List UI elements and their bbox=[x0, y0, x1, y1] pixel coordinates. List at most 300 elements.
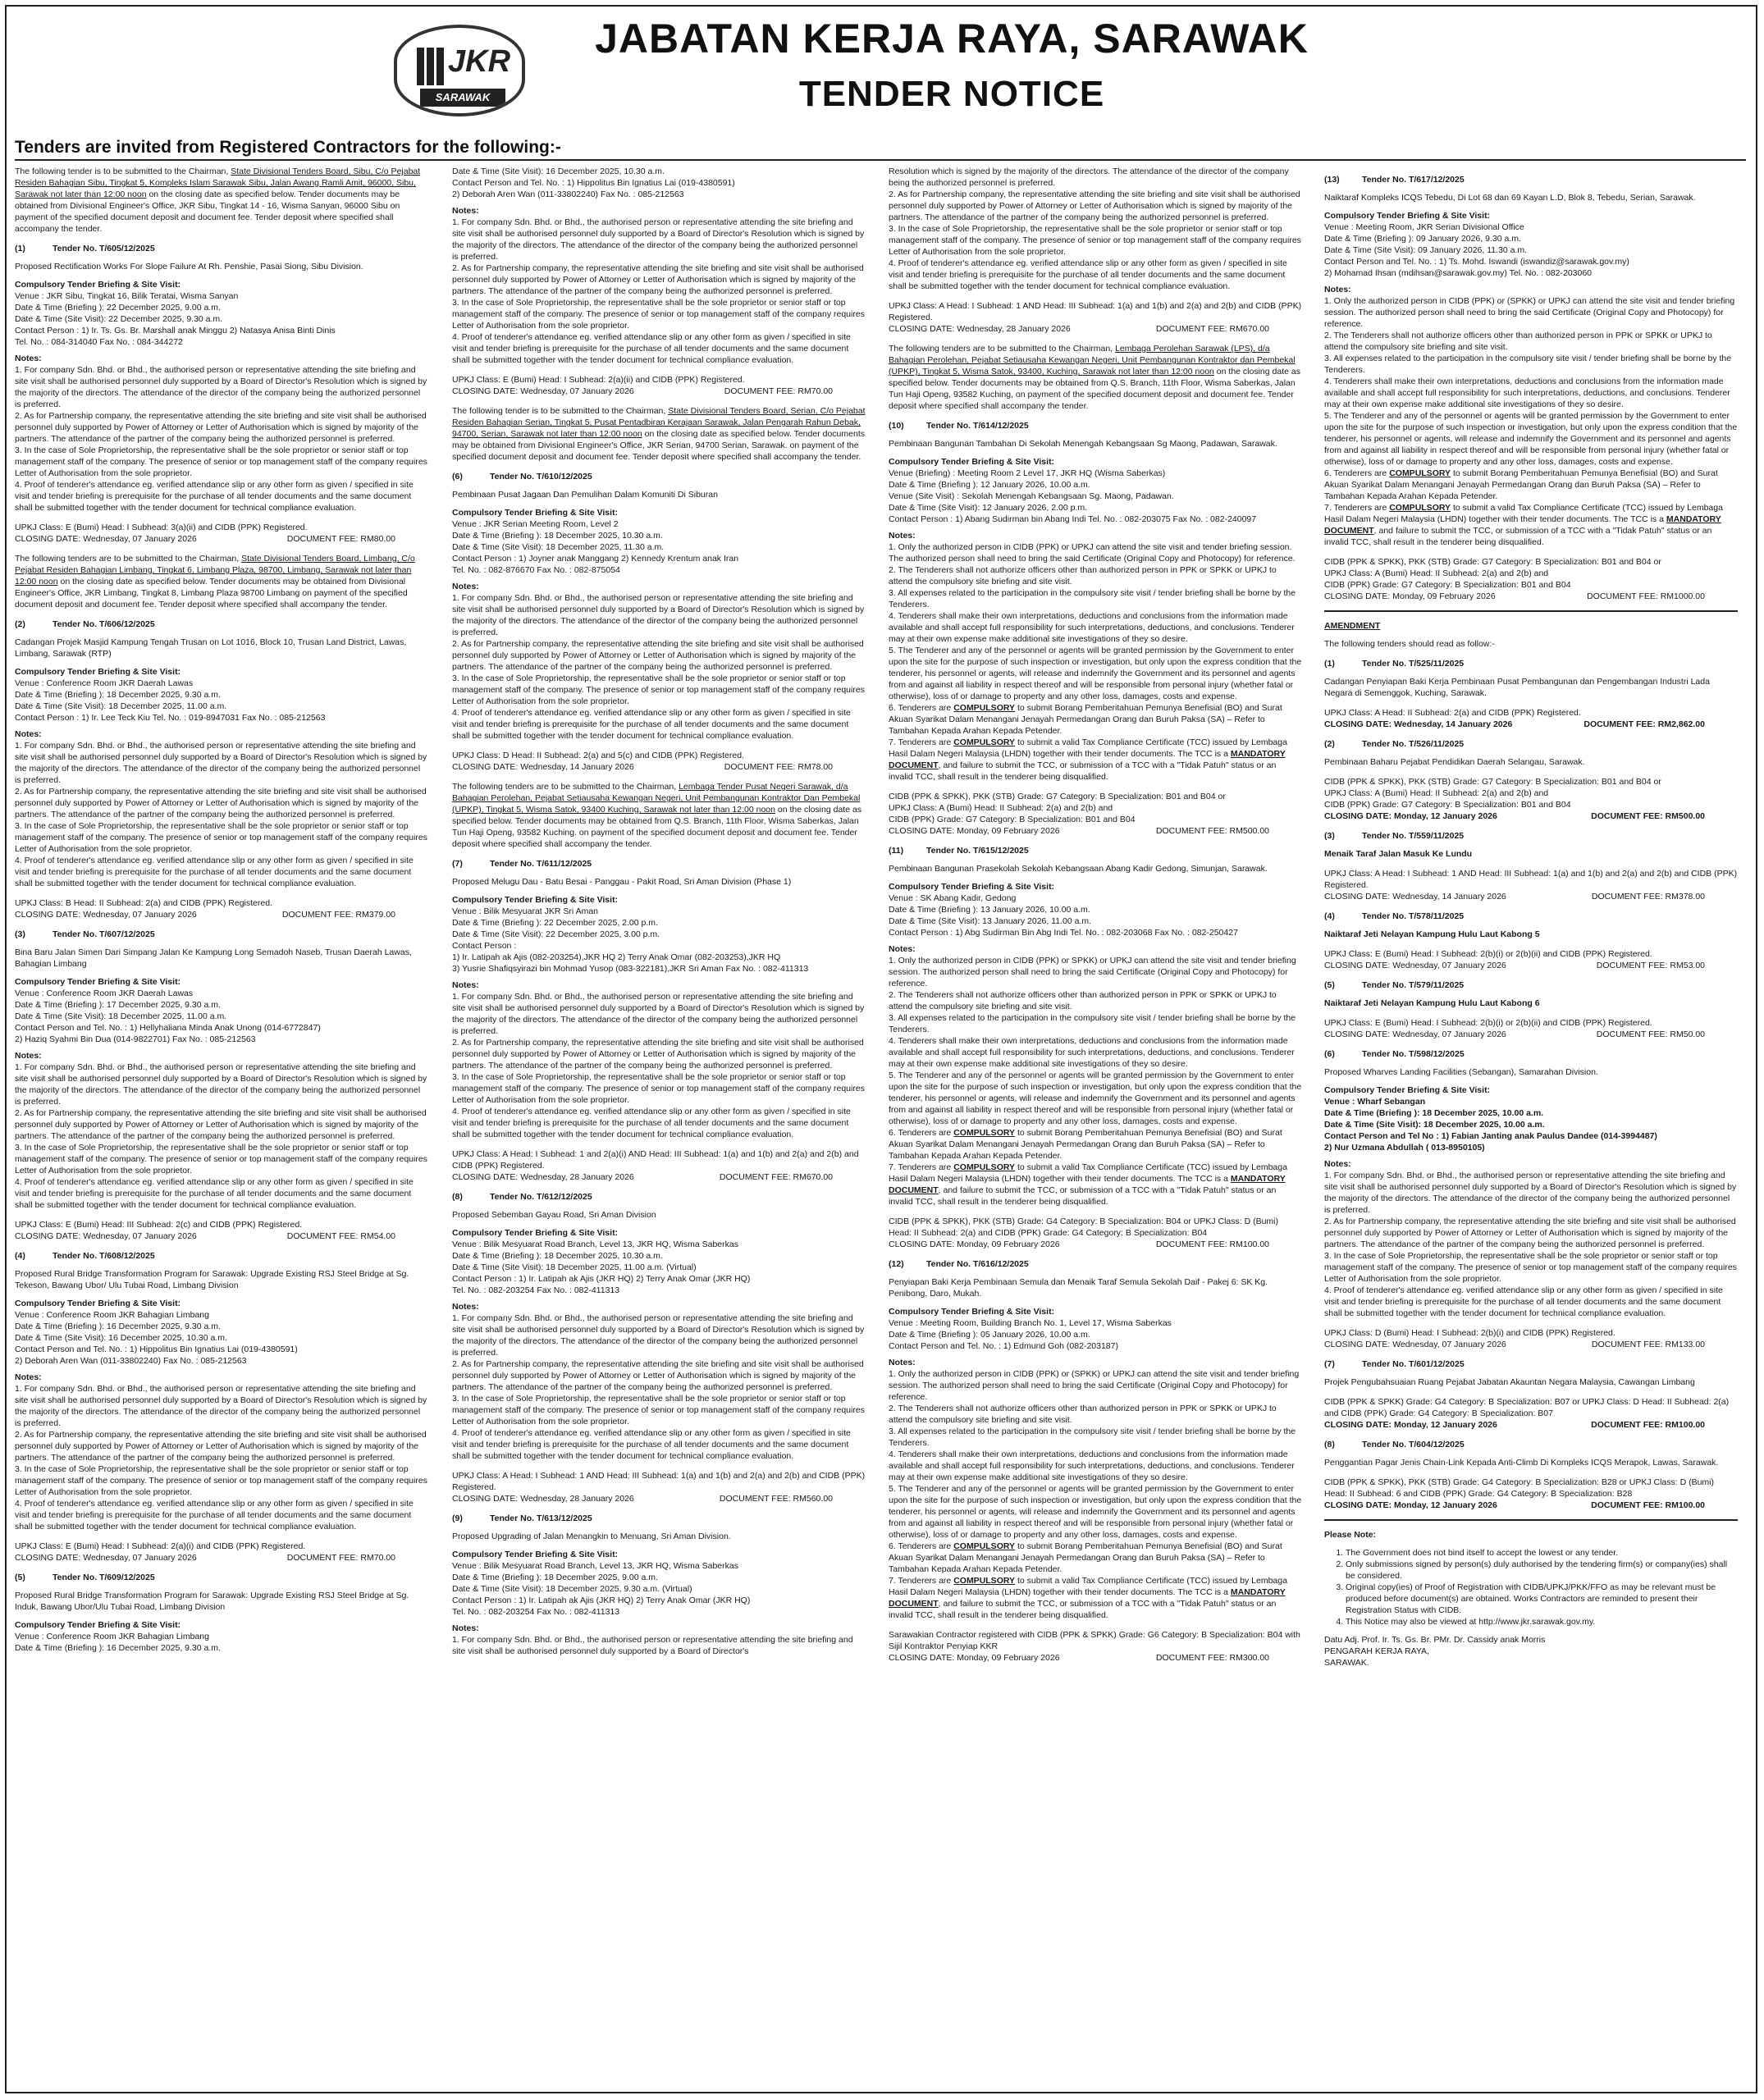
tender-no: Tender No. T/601/12/2025 bbox=[1362, 1359, 1465, 1369]
logo-bars-icon bbox=[417, 48, 446, 89]
closing-date: CLOSING DATE: Monday, 12 January 2026 bbox=[1324, 811, 1497, 821]
detail-line: Date & Time (Site Visit): 22 December 2025, 9.30 a.m. bbox=[15, 314, 223, 324]
text-segment: on the closing date as specified below. Tender documents may be obtained from Q.S. Branch, 11th Floor, Wisma Saberkas, Jalan Tun Haji Openg, 93582 Kuching. on payment of the specified document deposit and document fee. Tender deposit where specified shall accompany the tender. bbox=[452, 805, 862, 849]
text-segment: COMPULSORY bbox=[953, 737, 1016, 747]
detail-line: Contact Person : 1) Ir. Lee Teck Kiu Tel. No. : 019-8947031 Fax No. : 085-212563 bbox=[15, 713, 326, 723]
closing-date: CLOSING DATE: Wednesday, 07 January 2026 bbox=[1324, 1340, 1506, 1349]
closing-date: CLOSING DATE: Monday, 12 January 2026 bbox=[1324, 1500, 1497, 1510]
closing-fee-row bbox=[1324, 1500, 1738, 1511]
class-requirement: CIDB (PPK & SPKK), PKK (STB) Grade: G7 Category: B Specialization: B01 and B04 or bbox=[1324, 777, 1661, 787]
detail-line: 1. For company Sdn. Bhd. or Bhd., the authorised person or representative attending the site briefing and site visit shall be authorised personnel duly supported by a Board of Director's Resolution which is signed by the majority of the directors. The attendance of the director of the company being the authorized personnel is preferred. bbox=[1324, 1171, 1737, 1215]
tender-number: (6) bbox=[452, 472, 463, 482]
detail-line: 3. In the case of Sole Proprietorship, the representative shall be the sole proprietor or senior staff or top management staff of the company. The presence of senior or top management staff of the company requires Letter of Authorisation from the sole proprietor. bbox=[452, 1394, 865, 1427]
tender-no: Tender No. T/615/12/2025 bbox=[926, 846, 1029, 856]
detail-line: 3. In the case of Sole Proprietorship, the representative shall be the sole proprietor or senior staff or top management staff of the company. The presence of senior or top management staff of the company requires Letter of Authorisation from the sole proprietor. bbox=[452, 673, 865, 706]
text-segment: to submit Borang Pemberitahuan Pemunya Benefisial (BO) and Surat Akuan Syarikat Dalam Menangani Jenayah Permedangan Orang dan Buruh Paksa (SA) – Refer to Tambahan Kepada Arahan Kepada Petender. bbox=[1324, 468, 1718, 501]
detail-line: Resolution which is signed by the majority of the directors. The attendance of the director of the company being the authorized personnel is preferred. bbox=[889, 167, 1289, 188]
tender-heading bbox=[452, 471, 866, 482]
detail-line: 3. All expenses related to the participation in the compulsory site visit / tender briefing shall be borne by the Tenderers. bbox=[889, 1427, 1296, 1448]
detail-line: Venue : Wharf Sebangan bbox=[1324, 1097, 1426, 1107]
document-fee: DOCUMENT FEE: RM500.00 bbox=[1155, 826, 1269, 836]
text-segment: 6. Tenderers are bbox=[1324, 468, 1390, 478]
detail-line: 2) Deborah Aren Wan (011-33802240) Fax No. : 085-212563 bbox=[15, 1356, 247, 1366]
detail-line: Date & Time (Site Visit): 13 January 2026, 11.00 a.m. bbox=[889, 916, 1092, 926]
section-heading: Compulsory Tender Briefing & Site Visit: bbox=[15, 977, 181, 987]
column-1 bbox=[15, 166, 428, 1654]
tender-heading bbox=[15, 1572, 428, 1583]
detail-line: Venue : Bilik Mesyuarat Road Branch, Level 13, JKR HQ, Wisma Saberkas bbox=[452, 1561, 738, 1571]
class-requirement: CIDB (PPK & SPKK), PKK (STB) Grade: G4 Category: B Specialization: B04 or UPKJ Class: D (Bumi) Head: II Subhead: 2(a) and CIDB (PPK) Grade: G4 Category: B Specialization: B04 bbox=[889, 1217, 1278, 1238]
tender-heading bbox=[15, 1250, 428, 1262]
detail-line: 2) Deborah Aren Wan (011-33802240) Fax No. : 085-212563 bbox=[452, 189, 684, 199]
tender-description: Proposed Rural Bridge Transformation Program for Sarawak: Upgrade Existing RSJ Steel Bridge at Sg. Induk, Bawang Ubor/Ulu Tubai Road, Limbang Division bbox=[15, 1591, 409, 1612]
tender-no: Tender No. T/525/11/2025 bbox=[1362, 659, 1465, 669]
note-item bbox=[889, 1162, 1302, 1208]
submission-paragraph bbox=[15, 166, 428, 235]
detail-line: 4. Proof of tenderer's attendance eg. verified attendance slip or any other form as given / specified in site visit and tender briefing is prerequisite for the purchase of all tender documents and the same document shall be submitted together with the tender document for technical compliance evaluation. bbox=[452, 1428, 851, 1461]
closing-date: CLOSING DATE: Monday, 09 February 2026 bbox=[1324, 591, 1496, 601]
detail-line: Date & Time (Briefing ): 05 January 2026, 10.00 a.m. bbox=[889, 1330, 1090, 1340]
detail-line: 1. For company Sdn. Bhd. or Bhd., the authorised person or representative attending the site briefing and site visit shall be authorised personnel duly supported by a Board of Director's Resolution which is signed by the majority of the directors. The attendance of the director of the company being the authorized personnel is preferred. bbox=[15, 1384, 427, 1428]
tender-number: (1) bbox=[1324, 659, 1335, 669]
detail-line: Contact Person : 1) Joyner anak Manggang 2) Kennedy Krentum anak Iran bbox=[452, 554, 739, 564]
tender-heading bbox=[1324, 830, 1738, 842]
text-segment: Lembaga Perolehan Sarawak (LPS), d/a Bahagian Perolehan, Pejabat Setiausaha Kewangan Negeri, Unit Pembangunan Kontraktor dan Pembekal (UPKP), Tingkat 5, Wisma Satok, 93400, Kuching, Sarawak not later than 12:00 noon bbox=[889, 344, 1296, 377]
text-segment: on the closing date as specified below. Tender documents may be obtained from Divisional Engineer's Office, JKR Limbang, Tingkat 8, Limbang Plaza 98700 Limbang on payment of the specified document deposit and document fee. Tender deposit where specified shall accompany the tender. bbox=[15, 577, 408, 609]
tender-description: Proposed Sebemban Gayau Road, Sri Aman Division bbox=[452, 1210, 656, 1220]
section-heading: Compulsory Tender Briefing & Site Visit: bbox=[15, 667, 181, 677]
closing-fee-row bbox=[15, 1230, 428, 1242]
detail-line: 1. For company Sdn. Bhd. or Bhd., the authorised person or representative attending the site briefing and site visit shall be authorised personnel duly supported by a Board of Director's Resolution which is signed by the majority of the directors. The attendance of the director of the company being the authorized personnel is preferred. bbox=[15, 365, 427, 409]
closing-fee-row bbox=[1324, 1419, 1738, 1431]
detail-line: 2) Mohamad Ihsan (mdihsan@sarawak.gov.my) Tel. No. : 082-203060 bbox=[1324, 268, 1593, 278]
detail-line: 2. The Tenderers shall not authorize officers other than authorized person in PPK or SPKK or UPKJ to attend the compulsory site briefing and site visit. bbox=[889, 990, 1277, 1011]
class-requirement: UPKJ Class: E (Bumi) Head: I Subhead: 2(b)(i) or 2(b)(ii) and CIDB (PPK) Registered. bbox=[1324, 949, 1652, 959]
tender-description: Penyiapan Baki Kerja Pembinaan Semula dan Menaik Taraf Semula Sekolah Daif - Pakej 6: SK Kg. Penibong, Daro, Mukah. bbox=[889, 1277, 1268, 1299]
tender-number: (7) bbox=[1324, 1359, 1335, 1369]
tender-no: Tender No. T/613/12/2025 bbox=[490, 1513, 592, 1523]
document-fee: DOCUMENT FEE: RM670.00 bbox=[719, 1172, 833, 1182]
section-heading: Compulsory Tender Briefing & Site Visit: bbox=[452, 508, 619, 518]
closing-fee-row bbox=[452, 1493, 866, 1504]
document-fee: DOCUMENT FEE: RM378.00 bbox=[1591, 892, 1705, 902]
tender-description: Proposed Upgrading of Jalan Menangkin to Menuang, Sri Aman Division. bbox=[452, 1532, 731, 1541]
detail-line: Venue (Briefing) : Meeting Room 2 Level 17, JKR HQ (Wisma Saberkas) bbox=[889, 468, 1166, 478]
detail-line: 3. In the case of Sole Proprietorship, the representative shall be the sole proprietor or senior staff or top management staff of the company. The presence of senior or top management staff of the company requires Letter of Authorisation from the sole proprietor. bbox=[452, 1072, 865, 1105]
note-list-item: 4. This Notice may also be viewed at http://www.jkr.sarawak.gov.my. bbox=[1346, 1616, 1738, 1628]
detail-line: Venue : Bilik Mesyuarat JKR Sri Aman bbox=[452, 906, 598, 916]
section-heading: Compulsory Tender Briefing & Site Visit: bbox=[889, 1307, 1055, 1317]
detail-line: UPKJ Class: A (Bumi) Head: II Subhead: 2(a) and 2(b) and bbox=[1324, 788, 1549, 798]
tender-no: Tender No. T/614/12/2025 bbox=[926, 421, 1029, 431]
section-heading: Notes: bbox=[1324, 285, 1351, 294]
closing-fee-row bbox=[15, 1552, 428, 1564]
detail-line: 5. The Tenderer and any of the personnel or agents will be granted permission by the Government to enter upon the site for the purpose of such inspection or investigation, but only upon the express condition that the tenderer, his personnel or agents, will release and indemnify the Government and its personnel and agents from and against all liability in respect thereof and will be responsible from personal injury (whether fatal or otherwise), loss of or damage to property and any other loss, damages, costs and expense. bbox=[889, 646, 1302, 701]
tender-no: Tender No. T/617/12/2025 bbox=[1362, 175, 1465, 185]
please-note-list bbox=[1346, 1547, 1738, 1628]
class-requirement: UPKJ Class: A Head: II Subhead: 2(a) and CIDB (PPK) Registered. bbox=[1324, 708, 1581, 718]
detail-line: Contact Person and Tel. No. : 1) Hellyhaliana Minda Anak Unong (014-6772847) bbox=[15, 1023, 321, 1033]
text-segment: on the closing date as specified below. Tender documents may be obtained from Q.S. Branch, 11th Floor, Wisma Saberkas, Jalan Tun Haji Openg, 93582 Kuching, on payment of the specified document deposit and document fee. Tender deposit where specified shall accompany the tender. bbox=[889, 367, 1300, 411]
closing-date: CLOSING DATE: Wednesday, 07 January 2026 bbox=[15, 1553, 197, 1563]
detail-line: Date & Time (Site Visit): 18 December 2025, 11.00 a.m. (Virtual) bbox=[452, 1262, 697, 1272]
tender-number: (5) bbox=[1324, 980, 1335, 990]
closing-fee-row bbox=[889, 1652, 1302, 1664]
tender-heading bbox=[1324, 174, 1738, 185]
closing-date: CLOSING DATE: Wednesday, 07 January 2026 bbox=[15, 1231, 197, 1241]
document-fee: DOCUMENT FEE: RM100.00 bbox=[1591, 1500, 1705, 1510]
document-fee: DOCUMENT FEE: RM70.00 bbox=[724, 386, 833, 396]
tender-description: Proposed Melugu Dau - Batu Besai - Panggau - Pakit Road, Sri Aman Division (Phase 1) bbox=[452, 877, 792, 887]
text-segment: to submit a valid Tax Compliance Certificate (TCC) issued by Lembaga Hasil Dalam Negeri Malaysia (LHDN) together with their tender documents. The TCC is a bbox=[889, 737, 1287, 759]
detail-line: 4. Tenderers shall make their own interpretations, deductions and conclusions from the information made available and shall accept full responsibility for such interpretations, deductions, and conclusions. Tenderer may at their own expense make additional site investigations of they so desire. bbox=[889, 1449, 1295, 1482]
text-segment: MANDATORY DOCUMENT bbox=[889, 1587, 1286, 1609]
text-segment: 7. Tenderers are bbox=[889, 1576, 954, 1586]
tender-no: Tender No. T/578/11/2025 bbox=[1362, 911, 1465, 921]
submission-paragraph bbox=[889, 343, 1302, 412]
logo-subtext: SARAWAK bbox=[420, 89, 505, 107]
closing-fee-row bbox=[889, 1239, 1302, 1250]
detail-line: 2. As for Partnership company, the representative attending the site briefing and site visit shall be authorised personnel duly supported by Power of Attorney or Letter of Authorisation which is signed by majority of the partners. The attendance of the partner of the company being the authorized personnel is preferred. bbox=[15, 1430, 427, 1463]
section-heading: Notes: bbox=[452, 582, 479, 591]
detail-line: Date & Time (Briefing ): 18 December 2025, 10.00 a.m. bbox=[1324, 1108, 1544, 1118]
closing-date: CLOSING DATE: Wednesday, 07 January 2026 bbox=[452, 386, 634, 396]
detail-line: Date & Time (Site Visit): 18 December 2025, 10.00 a.m. bbox=[1324, 1120, 1545, 1130]
class-requirement: Sarawakian Contractor registered with CIDB (PPK & SPKK) Grade: G6 Category: B Specialization: B04 with Sijil Kontraktor Penyiap KKR bbox=[889, 1630, 1300, 1651]
note-list-item: 3. Original copy(ies) of Proof of Registration with CIDB/UPKJ/PKK/FFO as may be relevant must be produced before document(s) are obtained. Works Contractors are reminded to present their Registration Status with CIDB. bbox=[1346, 1582, 1738, 1616]
detail-line: 5. The Tenderer and any of the personnel or agents will be granted permission by the Government to enter upon the site for the purpose of such inspection or investigation, but only upon the express condition that the tenderer, his personnel or agents, will release and indemnify the Government and its personnel and agents from and against all liability in respect thereof and will be responsible from personal injury (whether fatal or otherwise), loss of or damage to property and any other loss, damages, costs and expense. bbox=[889, 1484, 1302, 1540]
text-segment: to submit a valid Tax Compliance Certificate (TCC) issued by Lembaga Hasil Dalam Negeri Malaysia (LHDN) together with their tender documents. The TCC is a bbox=[889, 1162, 1287, 1184]
detail-line: 3. All expenses related to the participation in the compulsory site visit / tender briefing shall be borne by the Tenderers. bbox=[889, 1013, 1296, 1034]
detail-line: CIDB (PPK) Grade: G7 Category: B Specialization: B01 and B04 bbox=[1324, 800, 1571, 810]
detail-line: Date & Time (Site Visit): 09 January 2026, 11.30 a.m. bbox=[1324, 245, 1528, 255]
detail-line: 1. Only the authorized person in CIDB (PPK) or (SPKK) or UPKJ can attend the site visit and tender briefing session. The authorized person shall need to bring the said Certificate (Original Copy and Photocopy) for reference. bbox=[889, 1369, 1300, 1402]
tender-number: (3) bbox=[15, 929, 25, 939]
section-heading: Compulsory Tender Briefing & Site Visit: bbox=[1324, 1085, 1491, 1095]
detail-line: Date & Time (Briefing ): 18 December 2025, 10.30 a.m. bbox=[452, 531, 663, 541]
detail-line: 1) Ir. Latipah ak Ajis (082-203254),JKR HQ 2) Terry Anak Omar (082-203253),JKR HQ bbox=[452, 952, 781, 962]
class-requirement: CIDB (PPK & SPKK) Grade: G4 Category: B Specialization: B07 or UPKJ Class: D Head: II Subhead: 2(a) and CIDB (PPK) Grade: G4 Category: B Specialization: B07 bbox=[1324, 1397, 1730, 1418]
closing-date: CLOSING DATE: Monday, 12 January 2026 bbox=[1324, 1420, 1497, 1430]
closing-date: CLOSING DATE: Wednesday, 14 January 2026 bbox=[1324, 719, 1513, 729]
document-fee: DOCUMENT FEE: RM53.00 bbox=[1596, 961, 1705, 970]
text-segment: State Divisional Tenders Board, Limbang, C/o Pejabat Residen Bahagian Limbang, Tingkat 6, Limbang Plaza, 98700, Limbang, Sarawak not later than 12:00 noon bbox=[15, 554, 415, 587]
detail-line: Date & Time (Briefing ): 18 December 2025, 10.30 a.m. bbox=[452, 1251, 663, 1261]
detail-line: Date & Time (Briefing ): 22 December 2025, 9.00 a.m. bbox=[15, 303, 221, 313]
page-subtitle: TENDER NOTICE bbox=[798, 74, 1105, 114]
class-requirement: UPKJ Class: E (Bumi) Head: I Subhead: 3(a)(ii) and CIDB (PPK) Registered. bbox=[15, 523, 308, 532]
detail-line: Date & Time (Site Visit): 12 January 2026, 2.00 p.m. bbox=[889, 503, 1088, 513]
tender-number: (6) bbox=[1324, 1049, 1335, 1059]
detail-line: CIDB (PPK) Grade: G7 Category: B Specialization: B01 and B04 bbox=[889, 815, 1136, 824]
text-segment: MANDATORY DOCUMENT bbox=[889, 749, 1286, 770]
document-fee: DOCUMENT FEE: RM54.00 bbox=[286, 1231, 395, 1241]
class-requirement: UPKJ Class: B Head: II Subhead: 2(a) and CIDB (PPK) Registered. bbox=[15, 898, 272, 908]
section-heading: Notes: bbox=[889, 531, 916, 541]
detail-line: Contact Person : 1) Abang Sudirman bin Abang Indi Tel. No. : 082-203075 Fax No. : 082-240097 bbox=[889, 514, 1257, 524]
detail-line: Contact Person : 1) Ir. Latipah ak Ajis (JKR HQ) 2) Terry Anak Omar (JKR HQ) bbox=[452, 1274, 751, 1284]
tender-heading bbox=[452, 858, 866, 870]
tender-heading bbox=[889, 420, 1302, 431]
text-segment: COMPULSORY bbox=[953, 1576, 1016, 1586]
text-segment: COMPULSORY bbox=[953, 703, 1016, 713]
document-fee: DOCUMENT FEE: RM50.00 bbox=[1596, 1029, 1705, 1039]
tender-number: (1) bbox=[15, 244, 25, 253]
document-fee: DOCUMENT FEE: RM379.00 bbox=[281, 910, 395, 920]
detail-line: 4. Proof of tenderer's attendance eg. verified attendance slip or any other form as given / specified in site visit and tender briefing is prerequisite for the purchase of all tender documents and the same document shall be submitted together with the tender document for technical compliance evaluation. bbox=[452, 708, 851, 741]
closing-date: CLOSING DATE: Monday, 09 February 2026 bbox=[889, 826, 1060, 836]
class-requirement: UPKJ Class: E (Bumi) Head: III Subhead: 2(c) and CIDB (PPK) Registered. bbox=[15, 1220, 303, 1230]
class-requirement: CIDB (PPK & SPKK), PKK (STB) Grade: G7 Category: B Specialization: B01 and B04 or bbox=[1324, 557, 1661, 567]
closing-date: CLOSING DATE: Wednesday, 14 January 2026 bbox=[452, 762, 634, 772]
signature-line: SARAWAK. bbox=[1324, 1658, 1369, 1668]
text-segment: 6. Tenderers are bbox=[889, 1128, 954, 1138]
section-heading: Compulsory Tender Briefing & Site Visit: bbox=[889, 882, 1055, 892]
section-heading: Compulsory Tender Briefing & Site Visit: bbox=[15, 1299, 181, 1308]
detail-line: Venue : Conference Room JKR Daerah Lawas bbox=[15, 678, 194, 688]
tender-number: (4) bbox=[15, 1251, 25, 1261]
class-requirement: UPKJ Class: D (Bumi) Head: I Subhead: 2(b)(i) and CIDB (PPK) Registered. bbox=[1324, 1328, 1615, 1338]
detail-line: 4. Proof of tenderer's attendance eg. verified attendance slip or any other form as given / specified in site visit and tender briefing is prerequisite for the purchase of all tender documents and the same document shall be submitted together with the tender document for technical compliance evaluation. bbox=[452, 332, 851, 365]
tender-number: (11) bbox=[889, 846, 904, 856]
detail-line: Venue : Meeting Room, JKR Serian Divisional Office bbox=[1324, 222, 1524, 232]
section-heading: Compulsory Tender Briefing & Site Visit: bbox=[452, 1228, 619, 1238]
tender-no: Tender No. T/605/12/2025 bbox=[53, 244, 155, 253]
note-item bbox=[1324, 468, 1738, 502]
tender-number: (8) bbox=[452, 1192, 463, 1202]
tender-description: Bina Baru Jalan Simen Dari Simpang Jalan Ke Kampung Long Semadoh Naseb, Trusan Daerah Lawas, Bahagian Limbang bbox=[15, 947, 412, 969]
text-segment: to submit Borang Pemberitahuan Pemunya Benefisial (BO) and Surat Akuan Syarikat Dalam Menangani Jenayah Permedangan Orang dan Buruh Paksa (SA) – Refer to Tambahan Kepada Arahan Kepada Petender. bbox=[889, 703, 1282, 736]
detail-line: 1. For company Sdn. Bhd. or Bhd., the authorised person or representative attending the site briefing and site visit shall be authorised personnel duly supported by a Board of Director's Resolution which is signed by the majority of the directors. The attendance of the director of the company being the authorized personnel is preferred. bbox=[452, 992, 865, 1036]
tender-heading bbox=[452, 1191, 866, 1203]
detail-line: 3. In the case of Sole Proprietorship, the representative shall be the sole proprietor or senior staff or top management staff of the company. The presence of senior or top management staff of the company requires Letter of Authorisation from the sole proprietor. bbox=[15, 445, 427, 478]
closing-fee-row bbox=[1324, 891, 1738, 902]
detail-line: Date & Time (Briefing ): 16 December 2025, 9.30 a.m. bbox=[15, 1643, 221, 1653]
tender-description: Cadangan Penyiapan Baki Kerja Pembinaan Pusat Pembangunan dan Pengembangan Industri Lada Negara di Semenggok, Kuching, Sarawak. bbox=[1324, 677, 1710, 698]
note-item bbox=[889, 1127, 1302, 1162]
detail-line: 1. For company Sdn. Bhd. or Bhd., the authorised person or representative attending the site briefing and site visit shall be authorised personnel duly supported by a Board of Director's Resolution which is signed by the majority of the directors. The attendance of the director of the company being the authorized personnel is preferred. bbox=[15, 741, 427, 785]
closing-fee-row bbox=[15, 909, 428, 920]
tender-heading bbox=[889, 845, 1302, 856]
closing-fee-row bbox=[1324, 810, 1738, 822]
closing-fee-row bbox=[452, 386, 866, 397]
detail-line: Date & Time (Site Visit): 22 December 2025, 3.00 p.m. bbox=[452, 929, 660, 939]
text-segment: The following tenders are to be submitted to the Chairman, bbox=[15, 554, 242, 564]
text-segment: , and failure to submit the TCC, or submission of a TCC with a "Tidak Patuh" status or an invalid TCC, shall result in the tenderer being disqualified. bbox=[889, 1599, 1277, 1620]
detail-line: 3. All expenses related to the participation in the compulsory site visit / tender briefing shall be borne by the Tenderers. bbox=[1324, 354, 1732, 375]
text-segment: State Divisional Tenders Board, Serian, C/o Pejabat Residen Bahagian Serian, Tingkat 5, Pusat Pentadbiran Kerajaan Sarawak, Jalan Pengarah Rahun Debak, 94700, Serian, Sarawak not later than 12:00 noon bbox=[452, 406, 866, 439]
detail-line: Date & Time (Briefing ): 18 December 2025, 9.00 a.m. bbox=[452, 1573, 658, 1582]
text-segment: on the closing date as specified below. Tender documents may be obtained from Divisional Engineer's Office, JKR Sibu, Tingkat 14 - 16, Wisma Sanyan, 96000 Sibu on payment of the specified document deposit and document fee. Tender deposit where specified shall accompany the tender. bbox=[15, 189, 400, 234]
detail-line: 2) Haziq Syahmi Bin Dua (014-9822701) Fax No. : 085-212563 bbox=[15, 1034, 256, 1044]
tender-no: Tender No. T/604/12/2025 bbox=[1362, 1440, 1465, 1449]
closing-fee-row bbox=[1324, 1029, 1738, 1040]
text-segment: COMPULSORY bbox=[1389, 503, 1451, 513]
section-heading: Notes: bbox=[15, 1051, 42, 1061]
closing-date: CLOSING DATE: Wednesday, 28 January 2026 bbox=[452, 1172, 634, 1182]
text-segment: The following tender is to be submitted to the Chairman, bbox=[15, 167, 231, 176]
closing-date: CLOSING DATE: Wednesday, 14 January 2026 bbox=[1324, 892, 1506, 902]
detail-line: Date & Time (Site Visit): 18 December 2025, 9.30 a.m. (Virtual) bbox=[452, 1584, 692, 1594]
detail-line: 2. The Tenderers shall not authorize officers other than authorized person in PPK or SPKK or UPKJ to attend the compulsory site briefing and site visit. bbox=[889, 565, 1277, 587]
intro-text: Tenders are invited from Registered Contractors for the following:- bbox=[15, 138, 561, 157]
tender-description: Naiktaraf Kompleks ICQS Tebedu, Di Lot 68 dan 69 Kayan L.D, Blok 8, Tebedu, Serian, Sarawak. bbox=[1324, 193, 1696, 203]
detail-line: 4. Proof of tenderer's attendance eg. verified attendance slip or any other form as given / specified in site visit and tender briefing is prerequisite for the purchase of all tender documents and the same document shall be submitted together with the tender document for technical compliance evaluation. bbox=[1324, 1285, 1723, 1318]
detail-line: Venue : JKR Serian Meeting Room, Level 2 bbox=[452, 519, 619, 529]
detail-line: 2. As for Partnership company, the representative attending the site briefing and site visit shall be authorised personnel duly supported by Power of Attorney or Letter of Authorisation which is signed by majority of the partners. The attendance of the partner of the company being the authorized personnel is preferred. bbox=[15, 411, 427, 444]
closing-date: CLOSING DATE: Wednesday, 07 January 2026 bbox=[1324, 1029, 1506, 1039]
closing-date: CLOSING DATE: Monday, 09 February 2026 bbox=[889, 1239, 1060, 1249]
section-heading: Notes: bbox=[452, 206, 479, 216]
tender-no: Tender No. T/526/11/2025 bbox=[1362, 739, 1465, 749]
detail-line: 4. Proof of tenderer's attendance eg. verified attendance slip or any other form as given / specified in site visit and tender briefing is prerequisite for the purchase of all tender documents and the same document shall be submitted together with the tender document for technical compliance evaluation. bbox=[452, 1107, 851, 1139]
tender-description: Pembinaan Pusat Jagaan Dan Pemulihan Dalam Komuniti Di Siburan bbox=[452, 490, 718, 500]
tender-heading bbox=[1324, 1048, 1738, 1060]
text-segment: 6. Tenderers are bbox=[889, 703, 954, 713]
column-3 bbox=[889, 166, 1302, 1672]
detail-line: Tel. No. : 082-203254 Fax No. : 082-411313 bbox=[452, 1285, 620, 1295]
tender-description: Pembinaan Bangunan Tambahan Di Sekolah Menengah Kebangsaan Sg Maong, Padawan, Sarawak. bbox=[889, 439, 1277, 449]
detail-line: Tel. No. : 084-314040 Fax No. : 084-344272 bbox=[15, 337, 183, 347]
detail-line: Contact Person and Tel. No. : 1) Hippolitus Bin Ignatius Lai (019-4380591) bbox=[452, 178, 735, 188]
detail-line: 3. In the case of Sole Proprietorship, the representative shall be the sole proprietor or senior staff or top management staff of the company. The presence of senior or top management staff of the company requires Letter of Authorisation from the sole proprietor. bbox=[1324, 1251, 1737, 1284]
section-divider bbox=[1324, 610, 1738, 612]
tender-description: Proposed Rural Bridge Transformation Program for Sarawak: Upgrade Existing RSJ Steel Bridge at Sg. Tekeson, Bawang Ubor/ Ulu Tubai Road, Limbang Division bbox=[15, 1269, 409, 1290]
tender-description: Menaik Taraf Jalan Masuk Ke Lundu bbox=[1324, 849, 1473, 859]
detail-line: Venue : Conference Room JKR Bahagian Limbang bbox=[15, 1310, 209, 1320]
class-requirement: CIDB (PPK & SPKK), PKK (STB) Grade: G4 Category: B Specialization: B28 or UPKJ Class: D (Bumi) Head: II Subhead: 6 and CIDB (PPK) Grade: G4 Category: B Specialization: B28 bbox=[1324, 1477, 1714, 1499]
document-fee: DOCUMENT FEE: RM100.00 bbox=[1155, 1239, 1269, 1249]
detail-line: Date & Time (Briefing ): 22 December 2025, 2.00 p.m. bbox=[452, 918, 658, 928]
detail-line: 1. For company Sdn. Bhd. or Bhd., the authorised person or representative attending the site briefing and site visit shall be authorised personnel duly supported by a Board of Director's Resolution which is signed by the majority of the directors. The attendance of the director of the company being the authorized personnel is preferred. bbox=[452, 593, 865, 637]
tender-no: Tender No. T/606/12/2025 bbox=[53, 619, 155, 629]
text-segment: to submit a valid Tax Compliance Certificate (TCC) issued by Lembaga Hasil Dalam Negeri Malaysia (LHDN) together with their tender documents. The TCC is a bbox=[1324, 503, 1723, 524]
tender-number: (2) bbox=[1324, 739, 1335, 749]
detail-line: 2. The Tenderers shall not authorize officers other than authorized person in PPK or SPKK or UPKJ to attend the compulsory site briefing and site visit. bbox=[1324, 331, 1712, 352]
class-requirement: UPKJ Class: A Head: I Subhead: 1 and 2(a)(i) AND Head: III Subhead: 1(a) and 1(b) and 2(a) and 2(b) and CIDB (PPK) Registered. bbox=[452, 1149, 859, 1171]
tender-heading bbox=[452, 1513, 866, 1524]
text-segment: to submit a valid Tax Compliance Certificate (TCC) issued by Lembaga Hasil Dalam Negeri Malaysia (LHDN) together with their tender documents. The TCC is a bbox=[889, 1576, 1287, 1597]
detail-line: Date & Time (Briefing ): 09 January 2026, 9.30 a.m. bbox=[1324, 234, 1521, 244]
tender-no: Tender No. T/608/12/2025 bbox=[53, 1251, 155, 1261]
tender-number: (2) bbox=[15, 619, 25, 629]
detail-line: 4. Proof of tenderer's attendance eg. verified attendance slip or any other form as given / specified in site visit and tender briefing is prerequisite for the purchase of all tender documents and the same document shall be submitted together with the tender document for technical compliance evaluation. bbox=[15, 1177, 414, 1210]
detail-line: 4. Tenderers shall make their own interpretations, deductions and conclusions from the information made available and shall accept full responsibility for such interpretations, deductions, and conclusions. Tenderer may at their own expense make additional site investigations of they so desire. bbox=[889, 611, 1295, 644]
detail-line: Date & Time (Site Visit): 18 December 2025, 11.30 a.m. bbox=[452, 542, 665, 552]
class-requirement: UPKJ Class: A Head: I Subhead: 1 AND Head: III Subhead: 1(a) and 1(b) and 2(a) and 2(b) and CIDB (PPK) Registered. bbox=[1324, 869, 1738, 890]
section-heading: Notes: bbox=[15, 354, 42, 363]
section-heading: Notes: bbox=[889, 1358, 916, 1367]
document-fee: DOCUMENT FEE: RM78.00 bbox=[724, 762, 833, 772]
document-fee: DOCUMENT FEE: RM80.00 bbox=[286, 534, 395, 544]
detail-line: Contact Person : bbox=[452, 941, 517, 951]
detail-line: Tel. No. : 082-876670 Fax No. : 082-875054 bbox=[452, 565, 620, 575]
closing-fee-row bbox=[15, 533, 428, 545]
detail-line: Date & Time (Briefing ): 17 December 2025, 9.30 a.m. bbox=[15, 1000, 221, 1010]
tender-heading bbox=[889, 1258, 1302, 1270]
text-segment: COMPULSORY bbox=[1389, 468, 1451, 478]
signature-line: Datu Adj. Prof. Ir. Ts. Gs. Br. PMr. Dr. Cassidy anak Morris bbox=[1324, 1635, 1546, 1645]
logo-text: JKR bbox=[448, 44, 511, 79]
text-segment: The following tenders are to be submitted to the Chairman, bbox=[452, 782, 679, 792]
detail-line: 3. In the case of Sole Proprietorship, the representative shall be the sole proprietor or senior staff or top management staff of the company. The presence of senior or top management staff of the company requires Letter of Authorisation from the sole proprietor. bbox=[889, 224, 1301, 257]
section-heading: Compulsory Tender Briefing & Site Visit: bbox=[452, 1550, 619, 1559]
detail-line: 1. Only the authorized person in CIDB (PPK) or (SPKK) or UPKJ can attend the site visit and tender briefing session. The authorized person shall need to bring the said Certificate (Original Copy and Photocopy) for reference. bbox=[1324, 296, 1735, 329]
tender-no: Tender No. T/607/12/2025 bbox=[53, 929, 155, 939]
detail-line: 5. The Tenderer and any of the personnel or agents will be granted permission by the Government to enter upon the site for the purpose of such inspection or investigation, but only upon the express condition that the tenderer, his personnel or agents, will release and indemnify the Government and its personnel and agents from and against all liability in respect thereof and will be responsible from personal injury (whether fatal or otherwise), loss of or damage to property and any other loss, damages, costs and expense. bbox=[889, 1071, 1302, 1126]
note-item bbox=[889, 1541, 1302, 1575]
detail-line: Venue : Meeting Room, Building Branch No. 1, Level 17, Wisma Saberkas bbox=[889, 1318, 1172, 1328]
tender-heading bbox=[1324, 911, 1738, 922]
tender-number: (10) bbox=[889, 421, 904, 431]
tender-heading bbox=[1324, 979, 1738, 991]
tender-heading bbox=[15, 929, 428, 940]
signature-line: PENGARAH KERJA RAYA, bbox=[1324, 1646, 1429, 1656]
section-heading: Compulsory Tender Briefing & Site Visit: bbox=[452, 895, 619, 905]
detail-line: 2. As for Partnership company, the representative attending the site briefing and site visit shall be authorised personnel duly supported by Power of Attorney or Letter of Authorisation which is signed by majority of the partners. The attendance of the partner of the company being the authorized personnel is preferred. bbox=[15, 1108, 427, 1141]
tender-no: Tender No. T/616/12/2025 bbox=[926, 1259, 1029, 1269]
intro-divider bbox=[15, 159, 1746, 161]
tender-number: (8) bbox=[1324, 1440, 1335, 1449]
detail-line: UPKJ Class: A (Bumi) Head: II Subhead: 2(a) and 2(b) and bbox=[1324, 568, 1549, 578]
closing-fee-row bbox=[889, 323, 1302, 335]
tender-description: Pembinaan Baharu Pejabat Pendidikan Daerah Selangau, Sarawak. bbox=[1324, 757, 1585, 767]
section-heading: Notes: bbox=[452, 1302, 479, 1312]
tender-description: Naiktaraf Jeti Nelayan Kampung Hulu Laut Kabong 5 bbox=[1324, 929, 1540, 939]
closing-fee-row bbox=[1324, 591, 1738, 602]
detail-line: Contact Person : 1) Ir. Latipah ak Ajis (JKR HQ) 2) Terry Anak Omar (JKR HQ) bbox=[452, 1596, 751, 1605]
text-segment: to submit Borang Pemberitahuan Pemunya Benefisial (BO) and Surat Akuan Syarikat Dalam Menangani Jenayah Permedangan Orang dan Buruh Paksa (SA) – Refer to Tambahan Kepada Arahan Kepada Petender. bbox=[889, 1128, 1282, 1161]
class-requirement: CIDB (PPK & SPKK), PKK (STB) Grade: G7 Category: B Specialization: B01 and B04 or bbox=[889, 792, 1226, 801]
text-segment: , and failure to submit the TCC, or submission of a TCC with a "Tidak Patuh" status or an invalid TCC, shall result in the tenderer being disqualified. bbox=[889, 1185, 1277, 1207]
detail-line: Contact Person : 1) Abg Sudirman Bin Abg Indi Tel. No. : 082-203068 Fax No. : 082-250427 bbox=[889, 928, 1238, 938]
tender-description: Pembinaan Bangunan Prasekolah Sekolah Kebangsaan Abang Kadir Gedong, Simunjan, Sarawak. bbox=[889, 864, 1268, 874]
tender-number: (9) bbox=[452, 1513, 463, 1523]
text-segment: COMPULSORY bbox=[953, 1128, 1016, 1138]
detail-line: 4. Proof of tenderer's attendance eg. verified attendance slip or any other form as given / specified in site visit and tender briefing is prerequisite for the purchase of all tender documents and the same document shall be submitted together with the tender document for technical compliance evaluation. bbox=[15, 1499, 414, 1532]
submission-paragraph bbox=[15, 553, 428, 610]
detail-line: Contact Person and Tel. No. : 1) Hippolitus Bin Ignatius Lai (019-4380591) bbox=[15, 1344, 298, 1354]
detail-line: Contact Person : 1) Ir. Ts. Gs. Br. Marshall anak Minggu 2) Natasya Anisa Binti Dinis bbox=[15, 326, 336, 336]
document-fee: DOCUMENT FEE: RM500.00 bbox=[1591, 811, 1705, 821]
note-list-item: 1. The Government does not bind itself to accept the lowest or any tender. bbox=[1346, 1547, 1738, 1559]
detail-line: 2. As for Partnership company, the representative attending the site briefing and site visit shall be authorised personnel duly supported by Power of Attorney or Letter of Authorisation which is signed by majority of the partners. The attendance of the partner of the company being the authorized personnel is preferred. bbox=[452, 1359, 864, 1392]
section-heading: Notes: bbox=[452, 1623, 479, 1633]
section-heading: Notes: bbox=[15, 1372, 42, 1382]
document-fee: DOCUMENT FEE: RM2,862.00 bbox=[1583, 719, 1705, 729]
detail-line: 3. In the case of Sole Proprietorship, the representative shall be the sole proprietor or senior staff or top management staff of the company. The presence of senior or top management staff of the company requires Letter of Authorisation from the sole proprietor. bbox=[15, 1143, 427, 1176]
document-fee: DOCUMENT FEE: RM560.00 bbox=[719, 1494, 833, 1504]
tender-heading bbox=[15, 619, 428, 630]
document-fee: DOCUMENT FEE: RM100.00 bbox=[1591, 1420, 1705, 1430]
tender-description: Projek Pengubahsuaian Ruang Pejabat Jabatan Akauntan Negara Malaysia, Cawangan Limbang bbox=[1324, 1377, 1695, 1387]
tender-number: (3) bbox=[1324, 831, 1335, 841]
tender-heading bbox=[1324, 738, 1738, 750]
class-requirement: UPKJ Class: D Head: II Subhead: 2(a) and 5(c) and CIDB (PPK) Registered. bbox=[452, 751, 744, 760]
detail-line: 3. In the case of Sole Proprietorship, the representative shall be the sole proprietor or senior staff or top management staff of the company. The presence of senior or top management staff of the company requires Letter of Authorisation from the sole proprietor. bbox=[15, 1464, 427, 1497]
detail-line: 1. Only the authorized person in CIDB (PPK) or UPKJ can attend the site visit and tender briefing session. The authorized person shall need to bring the said Certificate (Original Copy and Photocopy) for reference. bbox=[889, 542, 1296, 564]
detail-line: Date & Time (Briefing ): 13 January 2026, 10.00 a.m. bbox=[889, 905, 1090, 915]
detail-line: 1. For company Sdn. Bhd. or Bhd., the authorised person or representative attending the site briefing and site visit shall be authorised personnel duly supported by a Board of Director's bbox=[452, 1635, 853, 1656]
tender-no: Tender No. T/579/11/2025 bbox=[1362, 980, 1465, 990]
detail-line: Date & Time (Site Visit): 16 December 2025, 10.30 a.m. bbox=[452, 167, 665, 176]
document-fee: DOCUMENT FEE: RM133.00 bbox=[1591, 1340, 1705, 1349]
closing-fee-row bbox=[452, 1171, 866, 1183]
text-segment: 7. Tenderers are bbox=[889, 1162, 954, 1172]
document-fee: DOCUMENT FEE: RM300.00 bbox=[1155, 1653, 1269, 1663]
detail-line: Date & Time (Briefing ): 16 December 2025, 9.30 a.m. bbox=[15, 1322, 221, 1331]
class-requirement: UPKJ Class: E (Bumi) Head: I Subhead: 2(b)(i) or 2(b)(ii) and CIDB (PPK) Registered. bbox=[1324, 1018, 1652, 1028]
